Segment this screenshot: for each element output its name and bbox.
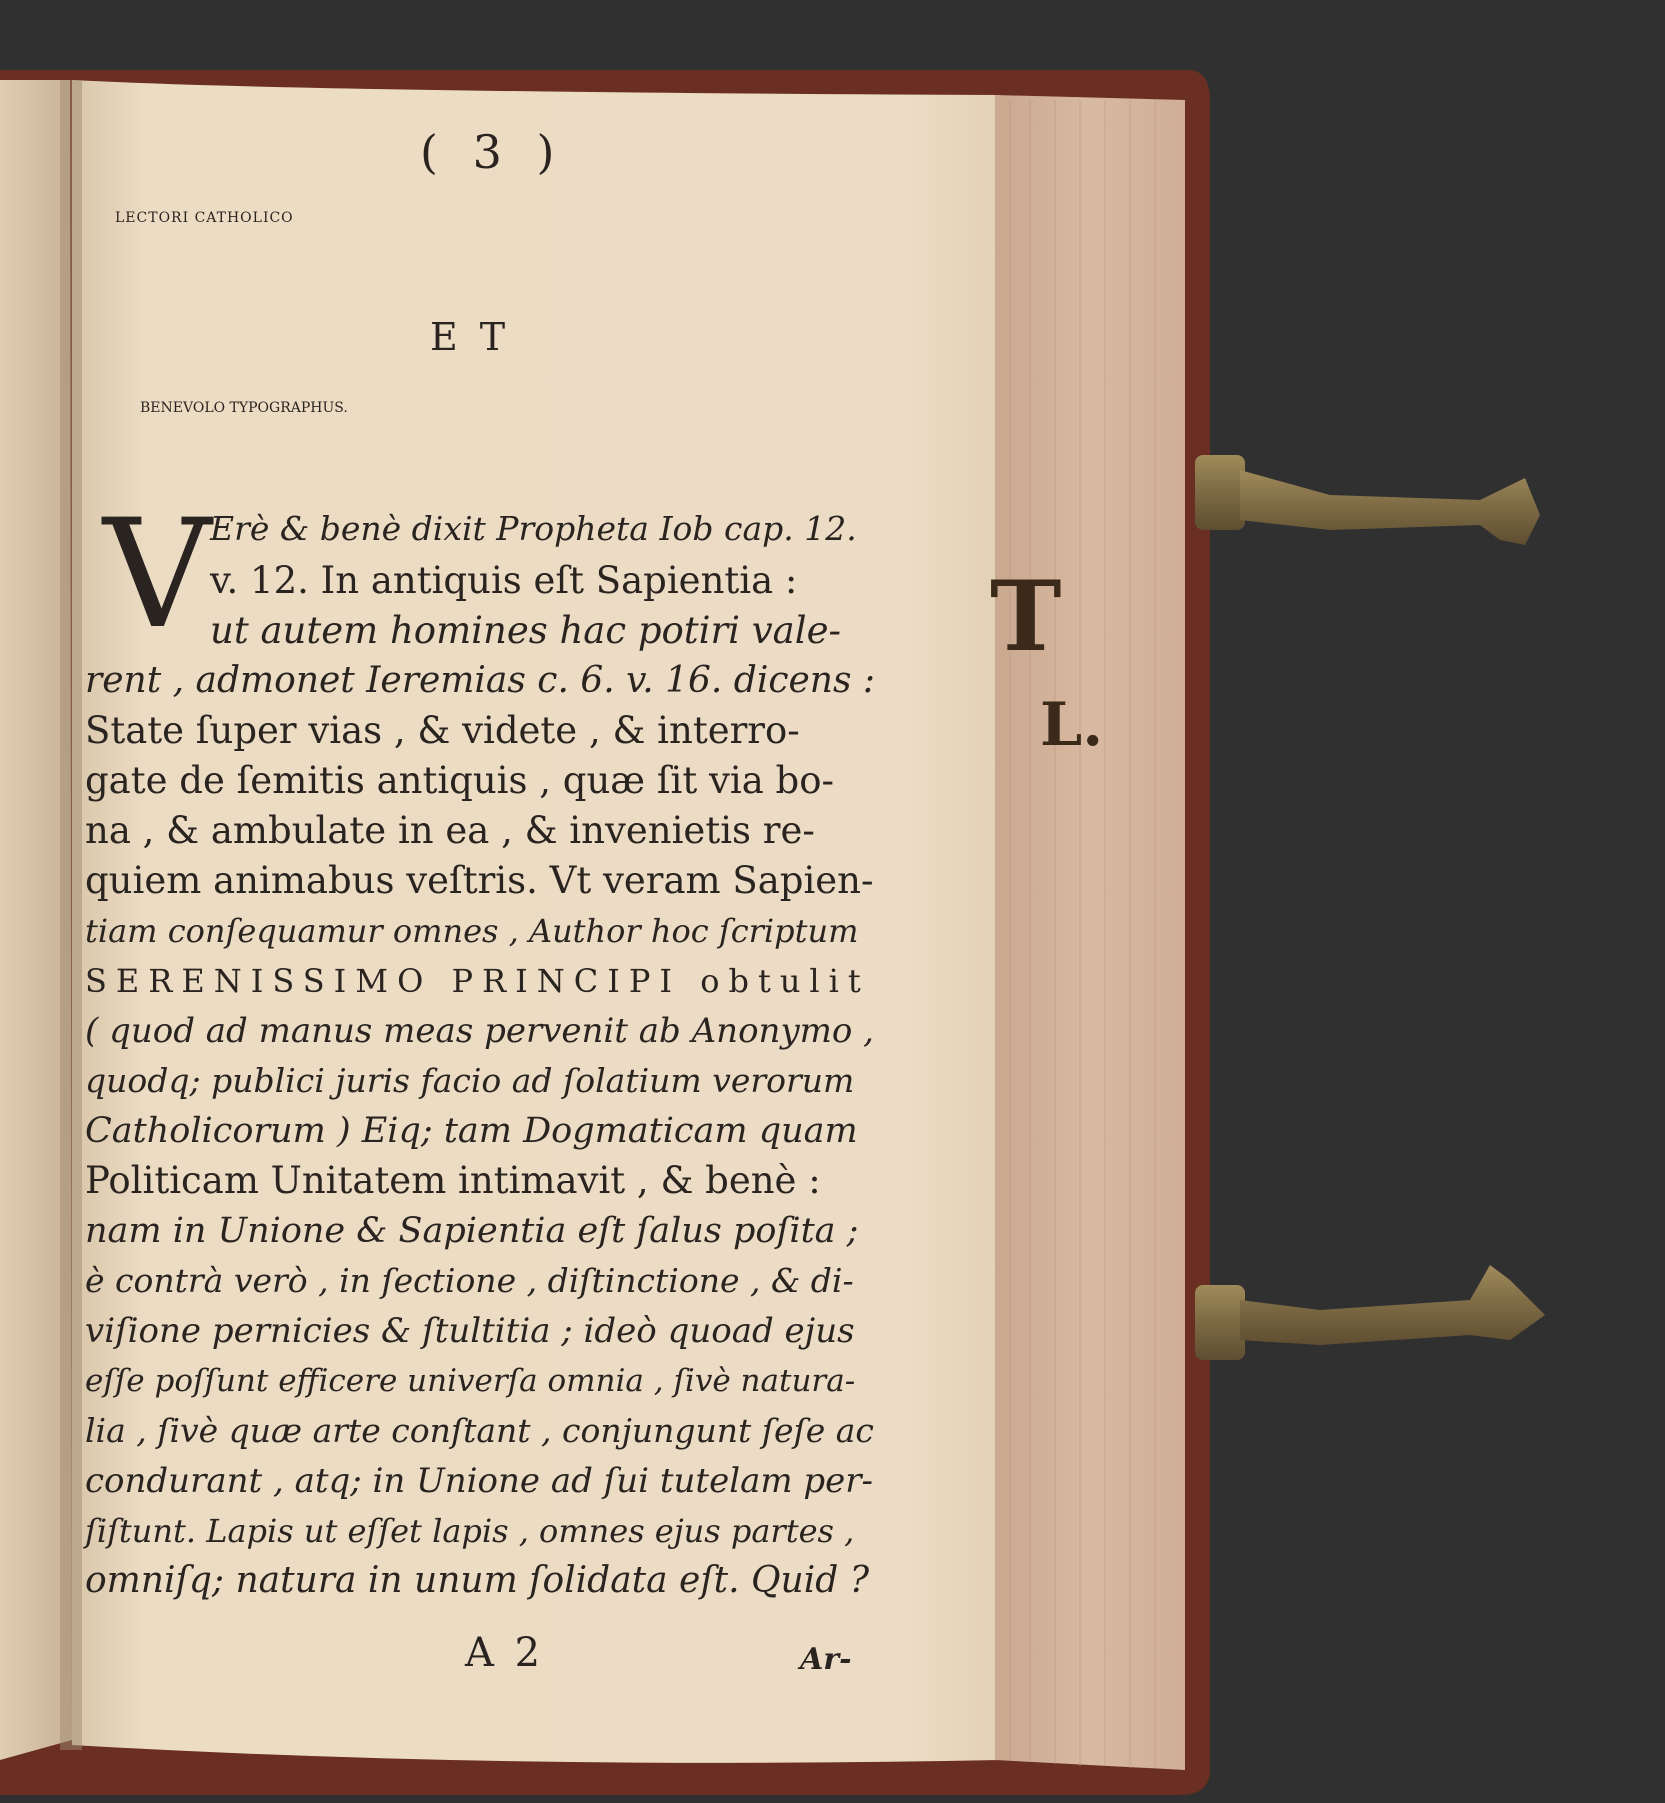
text-line: ( quod ad manus meas pervenit ab Anonymo , (85, 1011, 874, 1051)
text-line: rent , admonet Ieremias c. 6. v. 16. dicens : (85, 660, 876, 701)
text-line: omniſq; natura in unum ſolidata eſt. Quid ? (85, 1560, 870, 1601)
text-line: Erè & benè dixit Propheta Iob cap. 12. (210, 509, 857, 548)
text-line: na , & ambulate in ea , & invenietis re- (85, 809, 815, 852)
book-page (75, 90, 1010, 1710)
text-line: tiam conſequamur omnes , Author hoc ſcriptum (85, 912, 859, 950)
text-line: quiem animabus veſtris. Vt veram Sapien- (85, 859, 874, 902)
fore-edge-mark-1: T (990, 560, 1062, 673)
heading-line-1: LECTORI CATHOLICO (115, 210, 294, 226)
text-line: eſſe poſſunt efficere univerſa omnia , ſivè natura- (85, 1363, 856, 1399)
page-text-column (85, 90, 880, 1710)
signature-mark: A 2 (465, 1630, 545, 1676)
text-line: condurant , atq; in Unione ad ſui tutelam per- (85, 1461, 874, 1501)
text-line: viſione pernicies & ſtultitia ; ideò quoad ejus (85, 1311, 855, 1351)
heading-line-3: BENEVOLO TYPOGRAPHUS. (140, 400, 348, 416)
text-line: ut autem homines hac potiri vale- (210, 609, 841, 652)
page-number: ( 3 ) (420, 125, 565, 179)
text-line: gate de ſemitis antiquis , quæ ſit via bo- (85, 759, 835, 802)
fore-edge-mark-2: L. (1040, 690, 1104, 760)
text-line: State ſuper vias , & videte , & interro- (85, 709, 800, 752)
heading-line-2: ET (430, 315, 528, 359)
drop-cap: V (103, 488, 212, 662)
text-line: quodq; publici juris facio ad ſolatium verorum (85, 1061, 855, 1100)
text-line: è contrà verò , in ſectione , diſtinctione , & di- (85, 1261, 854, 1300)
catchword: Ar- (800, 1642, 852, 1677)
text-line: ſiſtunt. Lapis ut eſſet lapis , omnes ejus partes , (85, 1512, 855, 1550)
text-line: nam in Unione & Sapientia eſt ſalus poſita ; (85, 1211, 859, 1251)
text-line: v. 12. In antiquis eſt Sapientia : (210, 559, 798, 602)
text-line: Catholicorum ) Eiq; tam Dogmaticam quam (85, 1111, 858, 1151)
text-line: lia , ſivè quæ arte conſtant , conjungunt ſeſe ac (85, 1411, 874, 1450)
text-line: Politicam Unitatem intimavit , & benè : (85, 1159, 821, 1202)
text-line: SERENISSIMO PRINCIPI obtulit (85, 962, 870, 1000)
